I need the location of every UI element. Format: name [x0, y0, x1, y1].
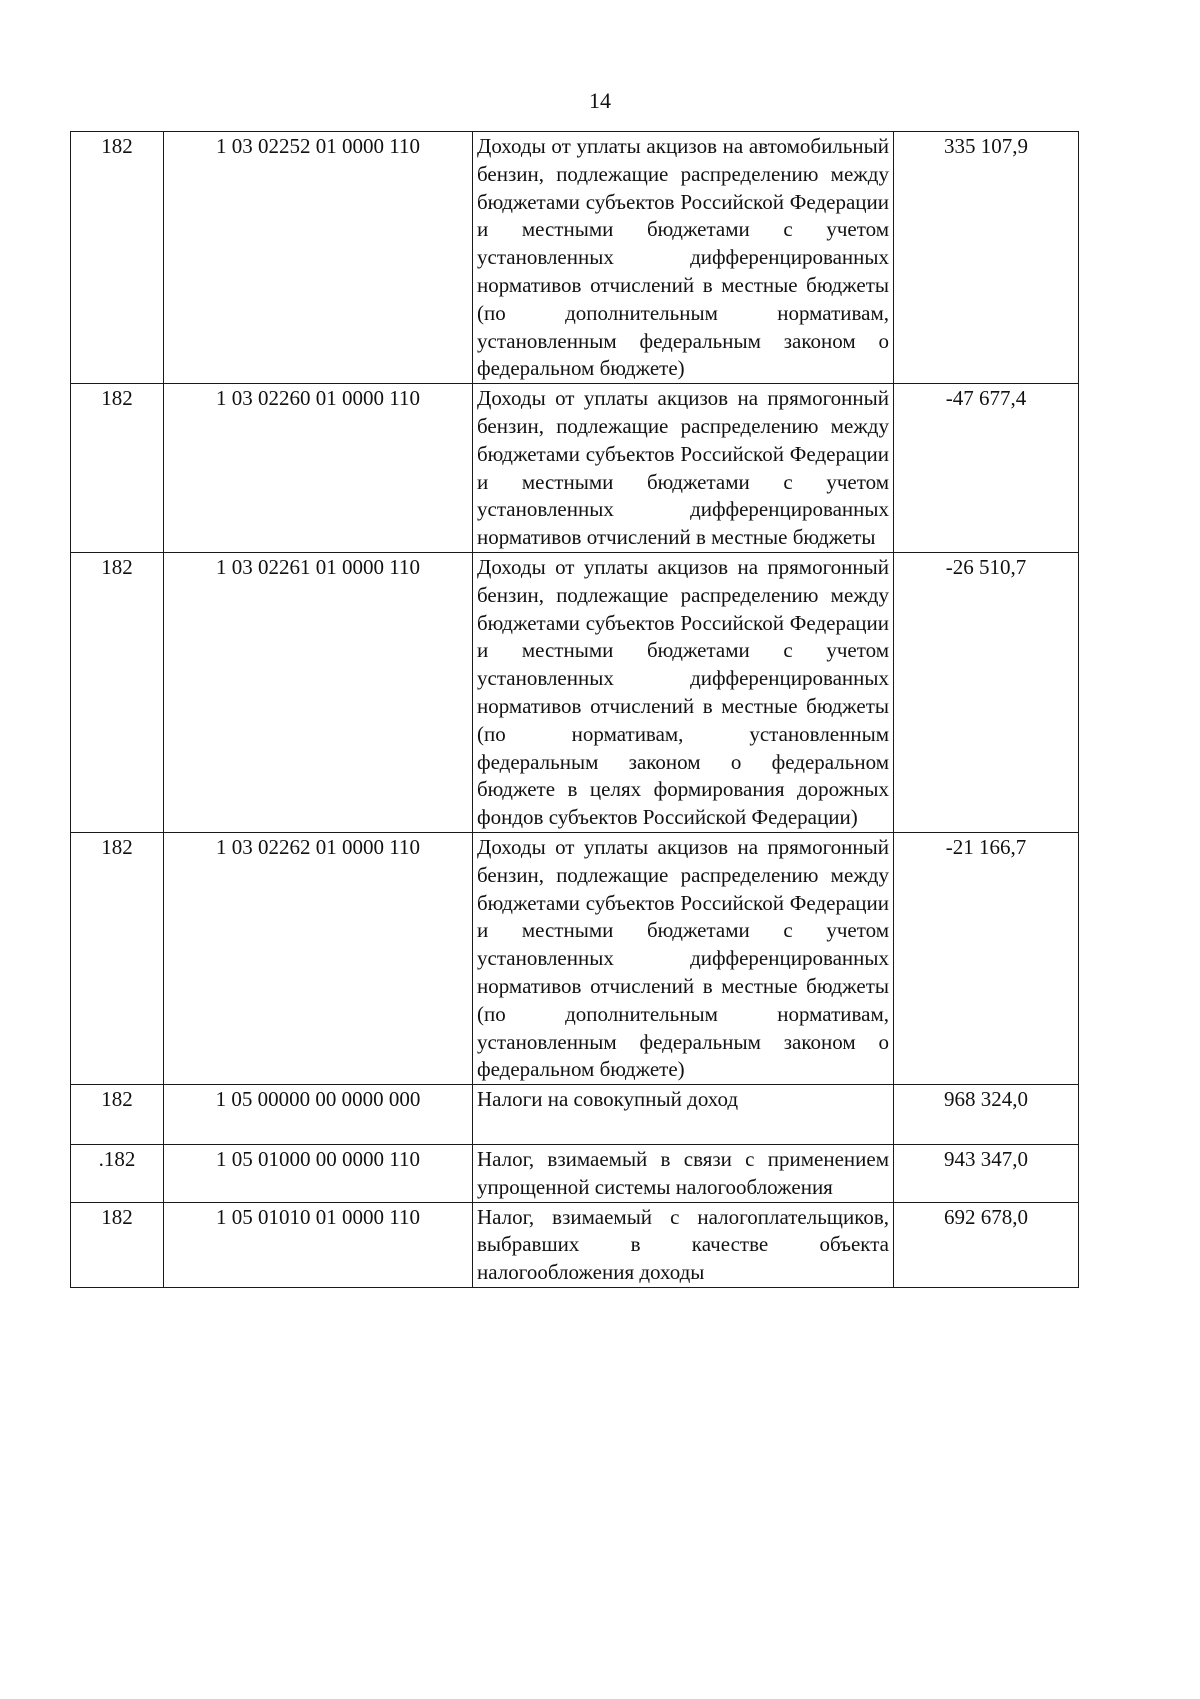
revenue-name-cell: Доходы от уплаты акцизов на автомобильный бензин, подлежащие распределению между бюджетами субъектов Российской Федерации и местными бюджетами с учетом установленных дифференцированных нормативов отчислений в местные бюджеты (по дополнительным нормативам, установленным федеральным законом о федеральном бюджете): [473, 132, 894, 384]
table-row: [71, 1202, 1079, 1287]
revenue-name-cell: Доходы от уплаты акцизов на прямогонный бензин, подлежащие распределению между бюджетами субъектов Российской Федерации и местными бюджетами с учетом установленных дифференцированных нормативов отчислений в местные бюджеты (по дополнительным нормативам, установленным федеральным законом о федеральном бюджете): [473, 832, 894, 1084]
revenue-name-cell: Доходы от уплаты акцизов на прямогонный бензин, подлежащие распределению между бюджетами субъектов Российской Федерации и местными бюджетами с учетом установленных дифференцированных нормативов отчислений в местные бюджеты: [473, 384, 894, 553]
admin-code-cell: 182: [71, 132, 164, 384]
amount-cell: 335 107,9: [894, 132, 1079, 384]
revenue-name-cell: Доходы от уплаты акцизов на прямогонный бензин, подлежащие распределению между бюджетами субъектов Российской Федерации и местными бюджетами с учетом установленных дифференцированных нормативов отчислений в местные бюджеты (по нормативам, установленным федеральным законом о федеральном бюджете в целях формирования дорожных фондов субъектов Российской Федерации): [473, 552, 894, 832]
amount-cell: -47 677,4: [894, 384, 1079, 553]
budget-classification-code-cell: 1 03 02261 01 0000 110: [164, 552, 473, 832]
page-number: 14: [589, 88, 611, 113]
admin-code-cell: 182: [71, 1202, 164, 1287]
budget-classification-code-cell: 1 05 01000 00 0000 110: [164, 1145, 473, 1203]
amount-cell: -21 166,7: [894, 832, 1079, 1084]
revenue-name-cell: Налог, взимаемый в связи с применением упрощенной системы налогообложения: [473, 1145, 894, 1203]
budget-classification-code-cell: 1 03 02262 01 0000 110: [164, 832, 473, 1084]
admin-code-cell: 182: [71, 384, 164, 553]
amount-cell: 692 678,0: [894, 1202, 1079, 1287]
table-row: [71, 1085, 1079, 1145]
table-row: [71, 552, 1079, 832]
amount-cell: -26 510,7: [894, 552, 1079, 832]
admin-code-cell: .182: [71, 1145, 164, 1203]
table-row: [71, 384, 1079, 553]
budget-classification-code-cell: 1 05 01010 01 0000 110: [164, 1202, 473, 1287]
revenue-table: [70, 131, 1079, 1288]
budget-classification-code-cell: 1 03 02252 01 0000 110: [164, 132, 473, 384]
amount-cell: 943 347,0: [894, 1145, 1079, 1203]
admin-code-cell: 182: [71, 552, 164, 832]
budget-classification-code-cell: 1 05 00000 00 0000 000: [164, 1085, 473, 1145]
revenue-name-cell: Налоги на совокупный доход: [473, 1085, 894, 1145]
amount-cell: 968 324,0: [894, 1085, 1079, 1145]
budget-classification-code-cell: 1 03 02260 01 0000 110: [164, 384, 473, 553]
revenue-name-cell: Налог, взимаемый с налогоплательщиков, выбравших в качестве объекта налогообложения доходы: [473, 1202, 894, 1287]
table-row: [71, 132, 1079, 384]
admin-code-cell: 182: [71, 832, 164, 1084]
table-row: [71, 832, 1079, 1084]
admin-code-cell: 182: [71, 1085, 164, 1145]
table-row: [71, 1145, 1079, 1203]
